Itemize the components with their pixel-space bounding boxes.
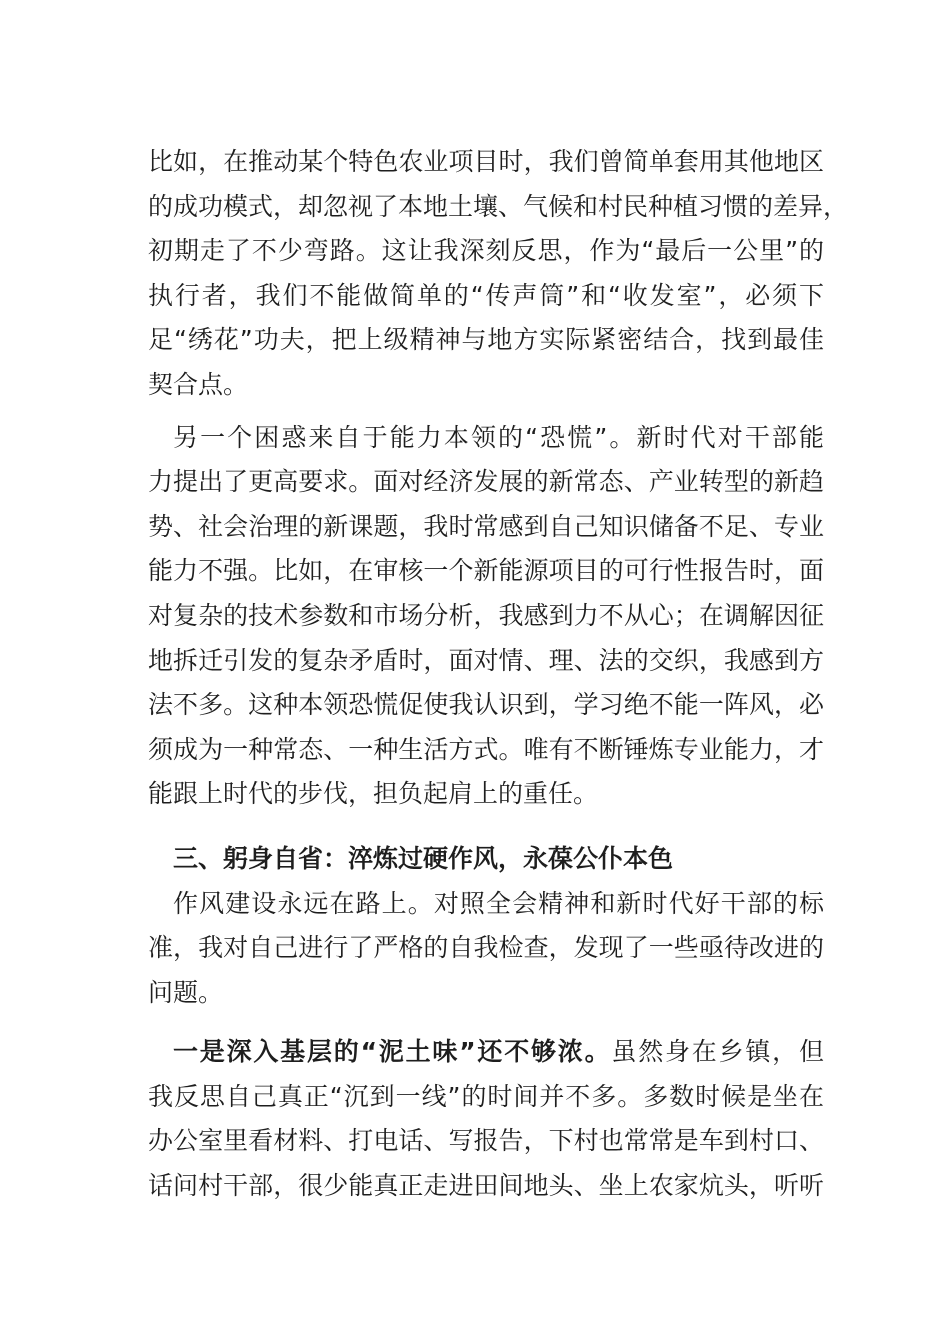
text-line: 对复杂的技术参数和市场分析，我感到力不从心；在调解因征 [148, 600, 824, 630]
paragraph-3 [148, 882, 824, 1016]
text-line: 办公室里看材料、打电话、写报告，下村也常常是车到村口、 [148, 1126, 824, 1156]
text-line: 比如，在推动某个特色农业项目时，我们曾简单套用其他地区 [148, 147, 824, 176]
bold-lead-sentence: 一是深入基层的“泥土味”还不够浓。 [173, 1037, 612, 1067]
section-heading-text: 三、躬身自省：淬炼过硬作风，永葆公仆本色 [173, 843, 674, 873]
text-line: 的成功模式，却忽视了本地土壤、气候和村民种植习惯的差异， [148, 191, 849, 221]
text-line: 我反思自己真正“沉到一线”的时间并不多。多数时候是坐在 [148, 1081, 824, 1111]
text-line: 能跟上时代的步伐，担负起肩上的重任。 [148, 779, 599, 809]
text-line: 准，我对自己进行了严格的自我检查，发现了一些亟待改进的 [148, 933, 824, 963]
text-line: 势、社会治理的新课题，我时常感到自己知识储备不足、专业 [148, 511, 824, 541]
text-line: 足“绣花”功夫，把上级精神与地方实际紧密结合，找到最佳 [148, 325, 824, 355]
paragraph-2 [148, 416, 824, 817]
text-line [148, 1030, 824, 1075]
text-line: 能力不强。比如，在审核一个新能源项目的可行性报告时，面 [148, 556, 824, 586]
text-line: 须成为一种常态、一种生活方式。唯有不断锤炼专业能力，才 [148, 734, 824, 764]
text-line: 法不多。这种本领恐慌促使我认识到，学习绝不能一阵风，必 [148, 690, 824, 720]
text-line: 作风建设永远在路上。对照全会精神和新时代好干部的标 [173, 888, 824, 918]
text-line: 执行者，我们不能做简单的“传声筒”和“收发室”，必须下 [148, 280, 824, 310]
document-page [148, 140, 849, 1209]
text-line: 地拆迁引发的复杂矛盾时，面对情、理、法的交织，我感到方 [148, 645, 824, 675]
section-heading [148, 837, 824, 882]
lead-continuation: 虽然身在乡镇，但 [611, 1037, 824, 1067]
paragraph-1 [148, 140, 849, 408]
text-line: 另一个困惑来自于能力本领的“恐慌”。新时代对干部能 [173, 422, 824, 452]
text-line: 问题。 [148, 977, 224, 1007]
text-line: 初期走了不少弯路。这让我深刻反思，作为“最后一公里”的 [148, 236, 824, 266]
text-line: 契合点。 [148, 369, 249, 399]
text-line: 力提出了更高要求。面对经济发展的新常态、产业转型的新趋 [148, 467, 824, 497]
paragraph-4 [148, 1030, 824, 1208]
text-line: 话问村干部，很少能真正走进田间地头、坐上农家炕头，听听 [148, 1171, 824, 1201]
